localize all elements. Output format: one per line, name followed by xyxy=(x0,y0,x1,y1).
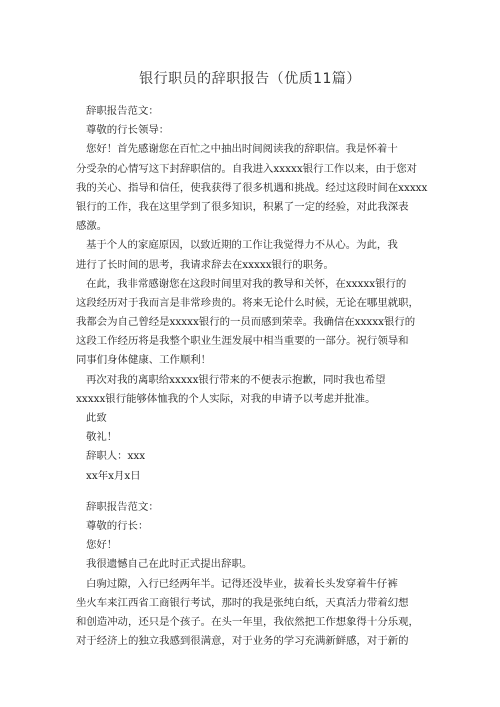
text-line: 分受杂的心情写这下封辞职信的。自我进入xxxxx银行工作以来，由于您对 xyxy=(76,162,418,175)
text-line: 尊敬的行长： xyxy=(86,519,149,532)
document-title: 银行职员的辞职报告（优质11篇） xyxy=(139,71,361,87)
text-line: 再次对我的离职给xxxxx银行带来的不便表示抱歉，同时我也希望 xyxy=(86,373,386,386)
text-line: 这段经历对于我而言是非常珍贵的。将来无论什么时候，无论在哪里就职， xyxy=(76,296,419,309)
text-line: 银行的工作，我在这里学到了很多知识，积累了一定的经验，对此我深表 xyxy=(76,200,409,213)
text-line: 尊敬的行长领导： xyxy=(86,124,170,137)
text-line: 进行了长时间的思考，我请求辞去在xxxxx银行的职务。 xyxy=(76,258,334,271)
text-line: 同事们身体健康、工作顺利！ xyxy=(76,354,212,367)
text-line: xx年x月x日 xyxy=(86,469,141,482)
text-line: 辞职人：xxx xyxy=(86,450,146,463)
document-body xyxy=(76,102,432,651)
text-line: 辞职报告范文： xyxy=(86,500,159,513)
paragraph-gap xyxy=(76,486,432,498)
text-line: 敬礼！ xyxy=(86,431,118,444)
text-line: 感激。 xyxy=(76,220,108,233)
text-line: 和创造冲动，还只是个孩子。在头一年里，我依然把工作想象得十分乐观， xyxy=(76,615,419,628)
text-line: 辞职报告范文： xyxy=(86,105,159,117)
text-line: 对于经济上的独立我感到很满意，对于业务的学习充满新鲜感，对于新的 xyxy=(76,635,409,648)
text-line: 我都会为自己曾经是xxxxx银行的一员而感到荣幸。我确信在xxxxx银行的 xyxy=(76,316,416,329)
text-line: 我很遗憾自己在此时正式提出辞职。 xyxy=(86,558,253,571)
text-line: 此致 xyxy=(86,412,107,424)
text-line: xxxxx银行能够体恤我的个人实际，对我的申请予以考虑并批准。 xyxy=(76,392,376,405)
text-line: 您好！首先感谢您在百忙之中抽出时间阅读我的辞职信。我是怀着十 xyxy=(86,143,398,156)
text-line: 在此，我非常感谢您在这段时间里对我的教导和关怀，在xxxxx银行的 xyxy=(86,277,407,290)
text-line: 基于个人的家庭原因，以致近期的工作让我觉得力不从心。为此，我 xyxy=(86,239,398,252)
text-line: 我的关心、指导和信任，使我获得了很多机遇和挑战。经过这段时间在xxxxx xyxy=(76,181,428,194)
text-line: 这段工作经历将是我整个职业生涯发展中相当重要的一部分。祝行领导和 xyxy=(76,335,409,348)
text-line: 白驹过隙，入行已经两年半。记得还没毕业，拔着长头发穿着牛仔裤 xyxy=(86,577,398,590)
text-line: 您好！ xyxy=(86,539,118,552)
text-line: 坐火车来江西省工商银行考试，那时的我是张纯白纸，天真活力带着幻想 xyxy=(76,596,409,609)
